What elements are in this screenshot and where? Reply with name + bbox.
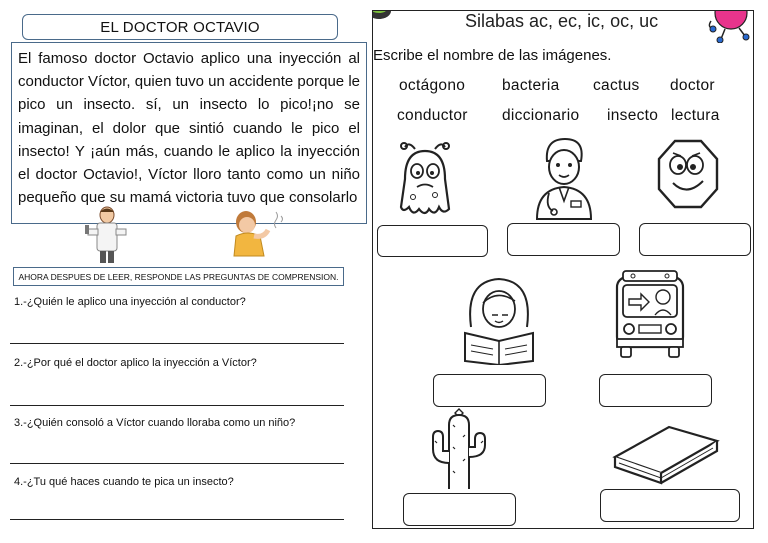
answer-box-bacteria[interactable]: [377, 225, 488, 257]
answer-line-3[interactable]: [10, 463, 344, 464]
story-box: [11, 42, 367, 224]
bus-driver-picture: [609, 267, 691, 359]
doctor-illustration: [80, 205, 134, 267]
word-bacteria: bacteria: [502, 77, 560, 94]
worksheet-title: Silabas ac, ec, ic, oc, uc: [465, 11, 659, 31]
reading-girl-picture: [457, 273, 543, 365]
word-doctor: doctor: [670, 77, 715, 94]
question-1: 1.-¿Quién le aplico una inyección al conductor?: [14, 296, 246, 308]
answer-box-octagon[interactable]: [639, 223, 751, 256]
answer-line-1[interactable]: [10, 343, 344, 344]
decor-corner-icon: [372, 10, 393, 21]
worksheet-instructions: Escribe el nombre de las imágenes.: [373, 47, 612, 64]
answer-line-2[interactable]: [10, 405, 344, 406]
book-picture: [609, 417, 721, 487]
word-diccionario: diccionario: [502, 107, 580, 124]
word-lectura: lectura: [671, 107, 720, 124]
story-title-box: [22, 14, 338, 40]
cactus-picture: [425, 407, 493, 491]
answer-line-4[interactable]: [10, 519, 344, 520]
question-2: 2.-¿Por qué el doctor aplico la inyección a Víctor?: [14, 357, 257, 369]
octagon-picture: [655, 135, 721, 217]
doctor-picture: [529, 135, 599, 221]
comprehension-instructions: [13, 267, 344, 286]
crying-boy-illustration: [228, 208, 288, 260]
word-insecto: insecto: [607, 107, 659, 124]
answer-box-bus-driver[interactable]: [599, 374, 712, 407]
answer-box-doctor[interactable]: [507, 223, 620, 256]
story-title: EL DOCTOR OCTAVIO: [100, 18, 260, 36]
word-cactus: cactus: [593, 77, 640, 94]
story-text: El famoso doctor Octavio aplico una inyección al conductor Víctor, quien tuvo un accidente porque le pico un insecto. sí, un insecto lo pico!¡no se imaginan, el dolor que sintió cuando le pico el insecto! Y ¡aún más, cuando le aplico la inyección el doctor Octavio!, Víctor lloro tanto como un niño pequeño que su mamá victoria tuvo que consolarlo: [18, 50, 360, 207]
bacteria-picture: [391, 139, 459, 219]
word-conductor: conductor: [397, 107, 468, 124]
answer-box-book[interactable]: [600, 489, 740, 522]
comprehension-instructions-text: AHORA DESPUES DE LEER, RESPONDE LAS PREGUNTAS DE COMPRENSION.: [18, 271, 339, 282]
question-3: 3.-¿Quién consoló a Víctor cuando lloraba como un niño?: [14, 417, 296, 429]
answer-box-cactus[interactable]: [403, 493, 516, 526]
pink-monster-icon: [707, 10, 753, 43]
answer-box-reading-girl[interactable]: [433, 374, 546, 407]
word-octagono: octágono: [399, 77, 466, 94]
worksheet-panel: [372, 10, 754, 529]
question-4: 4.-¿Tu qué haces cuando te pica un insecto?: [14, 476, 234, 488]
